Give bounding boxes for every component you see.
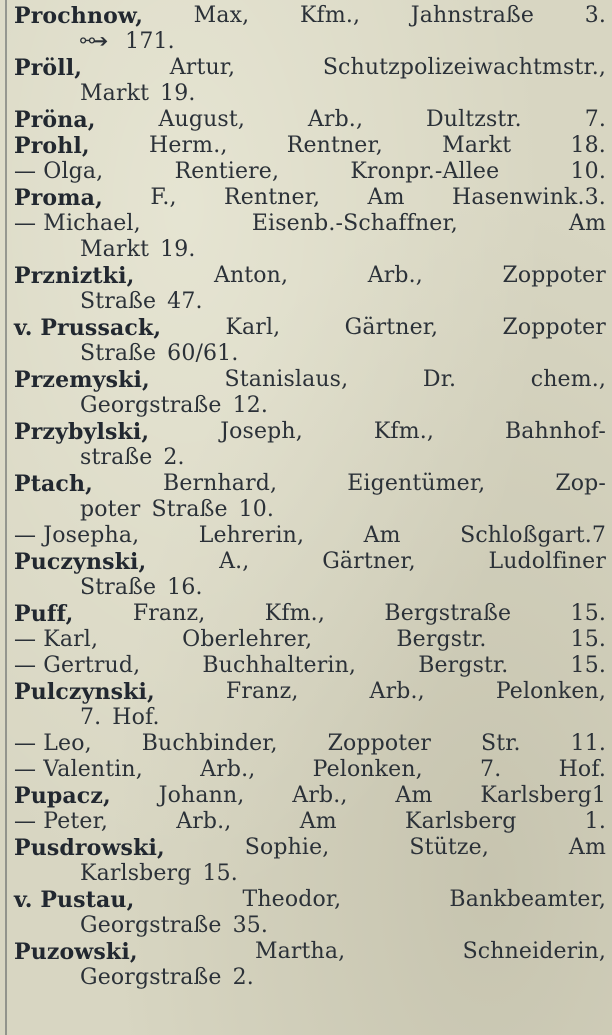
directory-entry [14,757,606,783]
entry-first-line [14,159,606,185]
entry-word: Arb., [292,783,348,808]
directory-entry [14,133,606,159]
entry-first-line [14,679,606,705]
entry-first-line [14,731,606,757]
entry-word: Arb., [176,809,232,834]
entry-first-line [14,211,606,237]
entry-word: Kronpr.-Allee [350,159,500,184]
entry-word: 47. [167,289,203,314]
entry-word: Kfm., [264,601,325,626]
entry-word: Oberlehrer, [182,627,313,652]
directory-entry [14,653,606,679]
entry-word: Arb., [369,679,425,704]
entry-word: Dr. [422,367,457,392]
entry-word: Zop- [555,471,606,496]
telephone-icon: ⚯➔ [80,31,107,52]
entry-word: Jahnstraße [410,3,535,28]
directory-entry [14,159,606,185]
entry-word: Buchbinder, [141,731,278,756]
entry-word: Pelonken, [495,679,606,704]
entry-surname: Proma, [14,185,103,211]
entry-surname: Prochnow, [14,3,144,29]
entry-first-line [14,419,606,445]
entry-word: 15. [202,861,238,886]
entry-word: Theodor, [242,887,342,912]
entry-word: chem., [530,367,606,392]
entry-word: — Josepha, [14,523,140,548]
entry-first-line [14,783,606,809]
entry-word: 2. [163,445,185,470]
entry-continuation-line [14,445,606,471]
entry-word: 12. [232,393,269,418]
directory-entry [14,55,606,107]
entry-word: Stütze, [409,835,489,860]
entry-word: 60/61. [167,341,239,366]
entry-word: Karlsberg1 [480,783,606,808]
column-rule [5,0,7,1035]
entry-word: 18. [570,133,606,158]
entry-word: Am [299,809,337,834]
entry-word: Straße [80,341,157,366]
entry-word: 16. [167,575,203,600]
entry-word: Johann, [158,783,245,808]
entry-word: Markt [442,133,512,158]
entry-word: 10. [238,497,275,522]
entry-word: — Leo, [14,731,92,756]
entry-word: poter [80,497,141,522]
entry-word: Arb., [200,757,256,782]
entry-surname: Przybylski, [14,419,150,445]
entry-word: Eisenb.-Schaffner, [251,211,458,236]
entry-word: Karlsberg [404,809,517,834]
entry-word: Straße [80,289,157,314]
entry-word: Str. [481,731,521,756]
entry-word: Schloßgart.7 [460,523,606,548]
entry-surname: Puzowski, [14,939,138,965]
entry-word: — Gertrud, [14,653,141,678]
entry-word: 15. [570,627,606,652]
entry-word: 35. [232,913,269,938]
entry-word: straße [80,445,153,470]
entry-first-line [14,367,606,393]
directory-entry [14,471,606,523]
entry-word: Georgstraße [80,913,222,938]
entry-word: Bergstr. [418,653,509,678]
entry-word: Schutzpolizeiwachtmstr., [322,55,606,80]
entry-word: Anton, [213,263,289,288]
directory-entry [14,315,606,367]
directory-entry [14,3,606,55]
entry-word: Bergstraße [384,601,512,626]
entry-word: Lehrerin, [198,523,305,548]
entry-continuation-line [14,393,606,419]
directory-entry [14,887,606,939]
entry-word: Georgstraße [80,393,222,418]
directory-entry [14,835,606,887]
entry-word: August, [158,107,245,132]
directory-entry [14,679,606,731]
entry-word: Rentner, [286,133,383,158]
entry-first-line [14,133,606,159]
entry-word: 7. [584,107,606,132]
directory-entry [14,939,606,991]
entry-word: Hasenwink.3. [452,185,606,210]
entry-word: Gärtner, [344,315,439,340]
entry-surname: Pröna, [14,107,96,133]
directory-entry [14,549,606,601]
entry-word: Bernhard, [163,471,278,496]
entry-continuation-line [14,81,606,107]
entry-word: — Olga, [14,159,104,184]
entry-word: Arb., [307,107,364,132]
entry-word: A., [219,549,250,574]
entry-continuation-line [14,341,606,367]
directory-entry [14,263,606,315]
entry-continuation-line [14,705,606,731]
entry-word: Stanislaus, [224,367,349,392]
entry-continuation-line [14,289,606,315]
entry-word: Buchhalterin, [202,653,357,678]
entry-word: Herm., [149,133,228,158]
directory-entry [14,809,606,835]
entry-surname: Prohl, [14,133,90,159]
entry-word: — Michael, [14,211,141,236]
entry-first-line [14,653,606,679]
entry-word: Am [367,185,405,210]
entry-word: Hof. [112,705,160,730]
entry-word: — Karl, [14,627,99,652]
entry-continuation-line [14,861,606,887]
entry-word: — Valentin, [14,757,143,782]
entry-word: Am [568,211,606,236]
entry-word: Kfm., [299,3,361,28]
entry-surname: Przemyski, [14,367,150,393]
entry-word: Gärtner, [322,549,416,574]
directory-entry [14,185,606,211]
entry-word: Sophie, [244,835,330,860]
entry-word: Joseph, [220,419,303,444]
entry-word: 15. [570,601,606,626]
entry-word: 171. [125,29,175,54]
directory-entry [14,731,606,757]
entry-continuation-line [14,913,606,939]
entry-first-line [14,315,606,341]
entry-word: 2. [232,965,254,990]
directory-entry [14,419,606,471]
entry-word: Zoppoter [502,315,606,340]
entry-word: 15. [570,653,606,678]
entry-first-line [14,185,606,211]
entry-word: 7. [80,705,102,730]
entry-word: Ludolfiner [488,549,606,574]
entry-word: Straße [151,497,228,522]
directory-entry [14,107,606,133]
entry-word: 7. [480,757,502,782]
entry-surname: Przniztki, [14,263,135,289]
entry-word: Bergstr. [396,627,487,652]
entry-surname: Pusdrowski, [14,835,165,861]
entry-first-line [14,887,606,913]
entry-first-line [14,55,606,81]
directory-entry [14,367,606,419]
entry-word: F., [150,185,177,210]
entry-word: Hof. [558,757,606,782]
entry-first-line [14,809,606,835]
entry-surname: Pupacz, [14,783,111,809]
entry-word: Am [568,835,606,860]
entry-first-line [14,3,606,29]
entry-word: Kfm., [373,419,434,444]
entry-surname: v. Prussack, [14,315,162,341]
entry-first-line [14,627,606,653]
entry-word: 10. [570,159,606,184]
entry-word: Max, [193,3,250,28]
entry-first-line [14,107,606,133]
entry-first-line [14,757,606,783]
directory-entry [14,211,606,263]
entry-word: Eigentümer, [347,471,486,496]
entry-continuation-line [14,575,606,601]
entry-first-line [14,263,606,289]
entry-surname: Puczynski, [14,549,147,575]
entry-word: Am [395,783,433,808]
entry-word: Dultzstr. [425,107,522,132]
entry-first-line [14,601,606,627]
entry-word: 1. [584,809,606,834]
entry-word: Pelonken, [312,757,423,782]
entry-word: Schneiderin, [462,939,606,964]
entry-word: Zoppoter [502,263,606,288]
entry-continuation-line [14,965,606,991]
entry-word: 19. [160,237,196,262]
entry-word: Franz, [132,601,206,626]
entry-first-line [14,835,606,861]
entry-word: 3. [584,3,606,28]
entry-word: Franz, [225,679,299,704]
entry-word: Straße [80,575,157,600]
entry-word: Markt [80,81,150,106]
entry-word: 11. [570,731,606,756]
entry-continuation-line [14,29,606,55]
entry-surname: Puff, [14,601,74,627]
entry-word: 19. [160,81,196,106]
entry-word: Georgstraße [80,965,222,990]
entry-word: Rentner, [224,185,321,210]
directory-entry [14,601,606,627]
entry-first-line [14,471,606,497]
directory-entry [14,627,606,653]
entry-word: Karl, [225,315,281,340]
entry-surname: Pröll, [14,55,83,81]
entry-word: Martha, [254,939,346,964]
entry-word: Bankbeamter, [449,887,606,912]
entry-word: Karlsberg [80,861,192,886]
entry-surname: v. Pustau, [14,887,135,913]
entry-word: Bahnhof- [504,419,606,444]
entry-continuation-line [14,237,606,263]
entry-word: Rentiere, [174,159,280,184]
entry-surname: Pulczynski, [14,679,155,705]
entry-word: Arb., [367,263,423,288]
entry-first-line [14,939,606,965]
entry-surname: Ptach, [14,471,93,497]
directory-entry [14,523,606,549]
entry-word: Artur, [169,55,236,80]
entry-word: — Peter, [14,809,108,834]
entry-continuation-line [14,497,606,523]
directory-column [14,3,606,991]
entry-first-line [14,523,606,549]
entry-word: Zoppoter [327,731,432,756]
entry-word: Markt [80,237,150,262]
entry-first-line [14,549,606,575]
entry-word: Am [363,523,401,548]
directory-entry [14,783,606,809]
